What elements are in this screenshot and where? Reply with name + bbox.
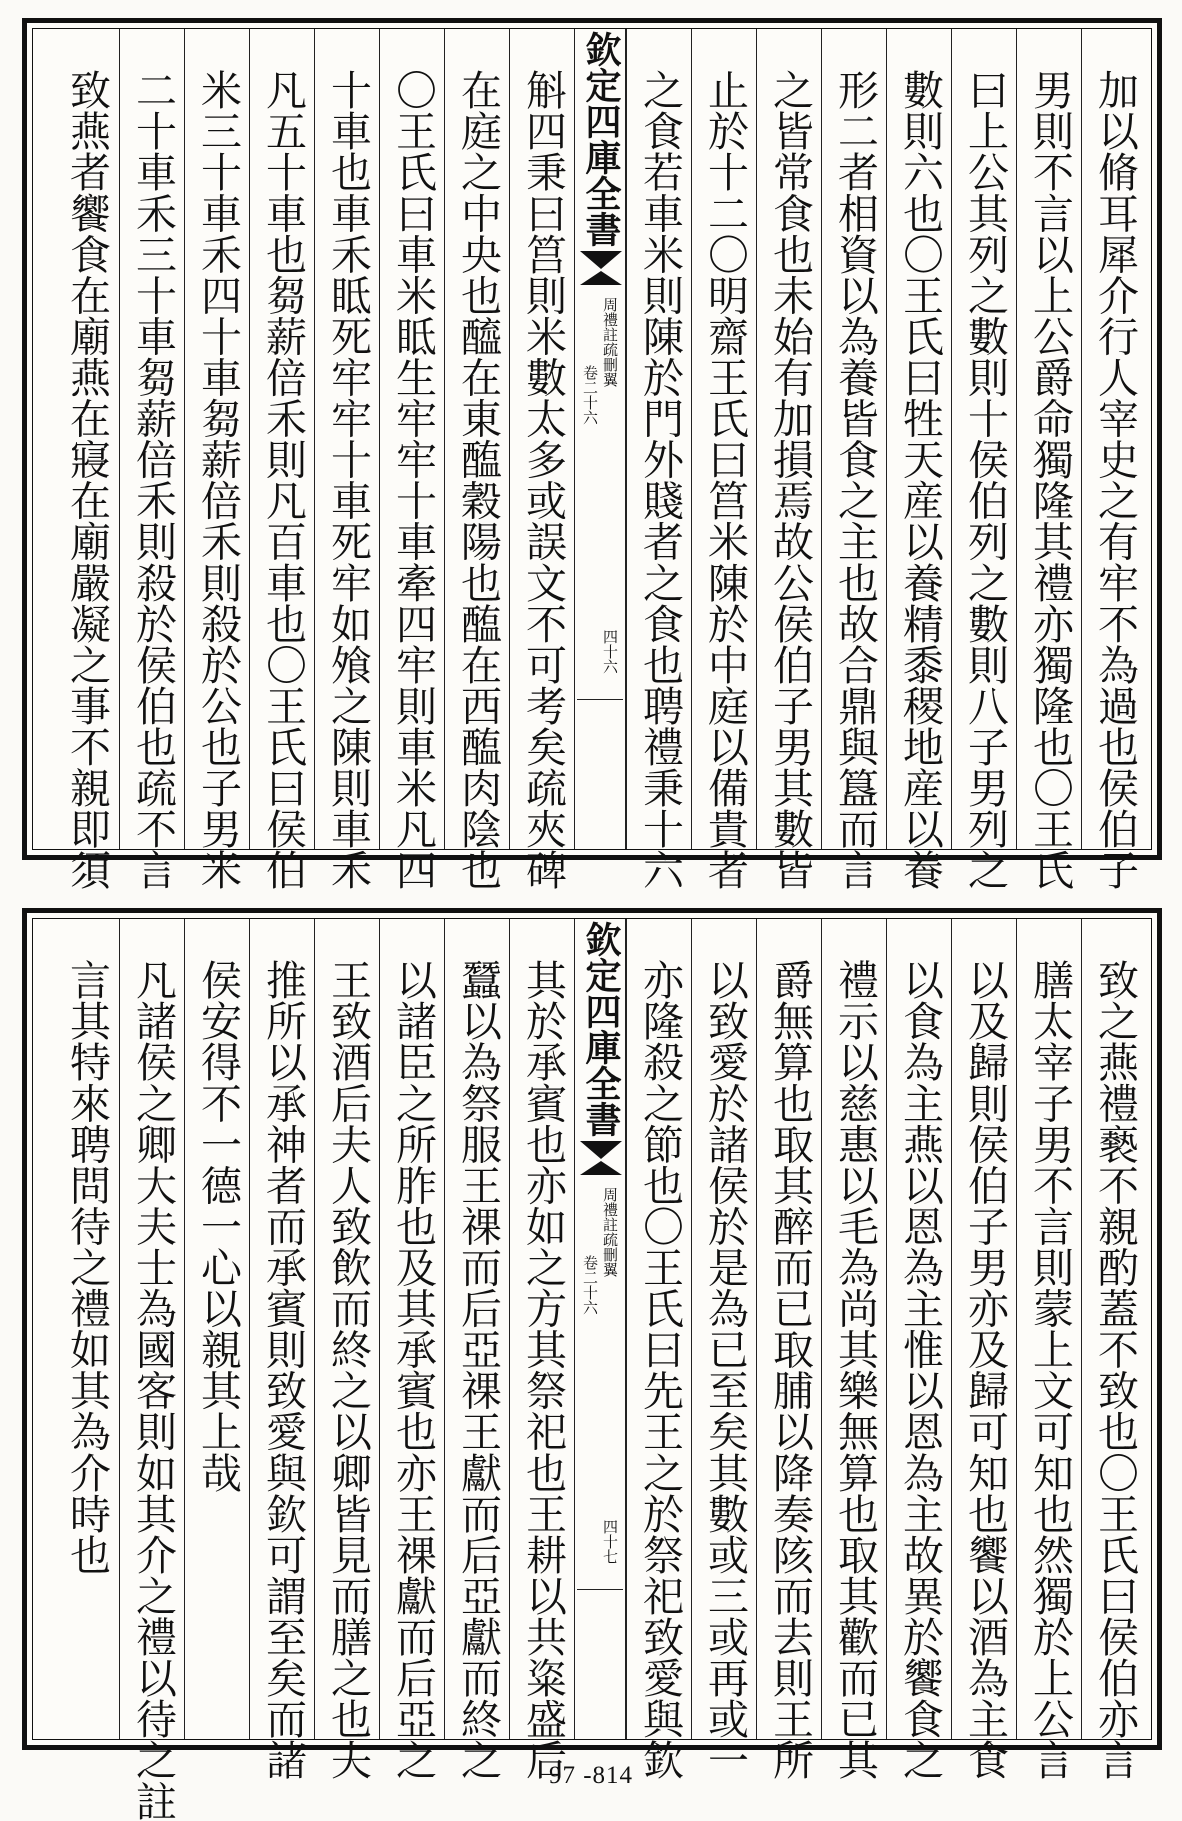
column-text: 形二者相資以為養皆食之主也故合鼎與簋而言 [831,69,879,891]
text-column [886,29,951,891]
text-column [886,919,951,1781]
text-column [444,919,509,1781]
column-text: 以及歸則侯伯子男亦及歸可知也饗以酒為主食 [961,959,1009,1781]
column-text: 米三十車禾四十車芻薪倍禾則殺於公也子男米 [194,69,242,891]
volume-label: 卷二十六 [581,365,599,425]
column-text: 斛四秉曰筥則米數太多或誤文不可考矣疏夾碑 [519,69,567,891]
text-column [1016,29,1081,891]
text-column [184,919,249,1739]
text-column [1016,919,1081,1781]
column-text: 十車也車禾眡死牢牢十車死牢如飧之陳則車禾 [324,69,372,891]
text-column [119,29,184,891]
column-text: 侯安得不一德一心以親其上哉 [194,959,242,1493]
text-column [54,919,119,1739]
leaf-number: 四十六 [601,629,619,674]
library-title: 欽定四庫全書 [580,921,622,1137]
column-text: 二十車禾三十車芻薪倍禾則殺於侯伯也疏不言 [129,69,177,891]
book-title: 周禮註疏刪翼 [601,1187,619,1277]
text-column [379,29,444,891]
text-column [626,919,691,1781]
text-column [119,919,184,1821]
column-text: 致之燕禮褻不親酌蓋不致也〇王氏曰侯伯亦言 [1091,959,1139,1781]
text-column [691,919,756,1781]
column-text: 在庭之中央也醯在東醢穀陽也醢在西醢肉陰也 [454,69,502,891]
fish-tail-mark [580,251,622,269]
column-text: 爵無算也取其醉而已取脯以降奏陔而去則王所 [766,959,814,1781]
text-column [314,29,379,891]
column-text: 止於十二〇明齋王氏曰筥米陳於中庭以備貴者 [701,69,749,891]
column-text: 其於承賓也亦如之方其祭祀也王耕以共粢盛后 [519,959,567,1781]
fish-tail-mark [580,271,622,285]
center-spine [574,29,626,849]
column-text: 以食為主燕以恩為主惟以恩為主故異於饗食之 [896,959,944,1781]
column-text: 〇王氏曰車米眡生牢牢十車牽四牢則車米凡四 [389,69,437,891]
column-text: 膳太宰子男不言則蒙上文可知也然獨於上公言 [1026,959,1074,1781]
fish-tail-mark [580,1141,622,1159]
text-column [1081,29,1146,891]
column-text: 以諸臣之所胙也及其承賓也亦王祼獻而后亞之 [389,959,437,1781]
column-text: 言其特來聘問待之禮如其為介時也 [63,959,111,1575]
column-text: 之食若車米則陳於門外賤者之食也聘禮秉十六 [636,69,684,891]
column-text: 以致愛於諸侯於是為已至矣其數或三或再或一 [701,959,749,1781]
text-column [184,29,249,891]
text-column [951,919,1016,1781]
text-column [379,919,444,1781]
leaf-number: 四十七 [601,1519,619,1564]
text-column [691,29,756,891]
text-column [249,919,314,1781]
text-column [509,919,574,1781]
text-column [756,919,821,1781]
book-title: 周禮註疏刪翼 [601,297,619,387]
text-column [54,29,119,891]
column-text: 蠶以為祭服王祼而后亞祼王獻而后亞獻而終之 [454,959,502,1781]
library-title: 欽定四庫全書 [580,31,622,247]
text-column [821,919,886,1781]
fish-tail-mark [580,1161,622,1175]
text-column [249,29,314,891]
column-text: 致燕者饗食在廟燕在寢在廟嚴凝之事不親即須 [63,69,111,891]
spine-rule [577,699,623,700]
spine-rule [577,1589,623,1590]
text-column [821,29,886,891]
text-column [1081,919,1146,1781]
center-spine [574,919,626,1739]
column-text: 王致酒后夫人致飲而終之以卿皆見而膳之也夫 [324,959,372,1781]
text-column [756,29,821,891]
column-text: 數則六也〇王氏曰牲天産以養精黍稷地産以養 [896,69,944,891]
text-column [951,29,1016,891]
column-text: 推所以承神者而承賓則致愛與欽可謂至矣而諸 [259,959,307,1781]
column-text: 男則不言以上公爵命獨隆其禮亦獨隆也〇王氏 [1026,69,1074,891]
column-text: 凡五十車也芻薪倍禾則凡百車也〇王氏曰侯伯 [259,69,307,891]
column-text: 禮示以慈惠以毛為尚其樂無算也取其歡而已其 [831,959,879,1781]
text-column [626,29,691,891]
text-column [509,29,574,891]
column-text: 凡諸侯之卿大夫士為國客則如其介之禮以待之註 [129,959,177,1821]
folio-number: 97 -814 [548,1762,634,1789]
text-columns-top [33,29,1151,891]
text-column [444,29,509,891]
column-text: 亦隆殺之節也〇王氏曰先王之於祭祀致愛與欽 [636,959,684,1781]
page-top [22,18,1162,891]
column-text: 之皆常食也未始有加損焉故公侯伯子男其數皆 [766,69,814,891]
volume-label: 卷二十六 [581,1255,599,1315]
text-column [314,919,379,1781]
column-text: 曰上公其列之數則十侯伯列之數則八子男列之 [961,69,1009,891]
column-text: 加以脩耳犀介行人宰史之有牢不為過也侯伯子 [1091,69,1139,891]
